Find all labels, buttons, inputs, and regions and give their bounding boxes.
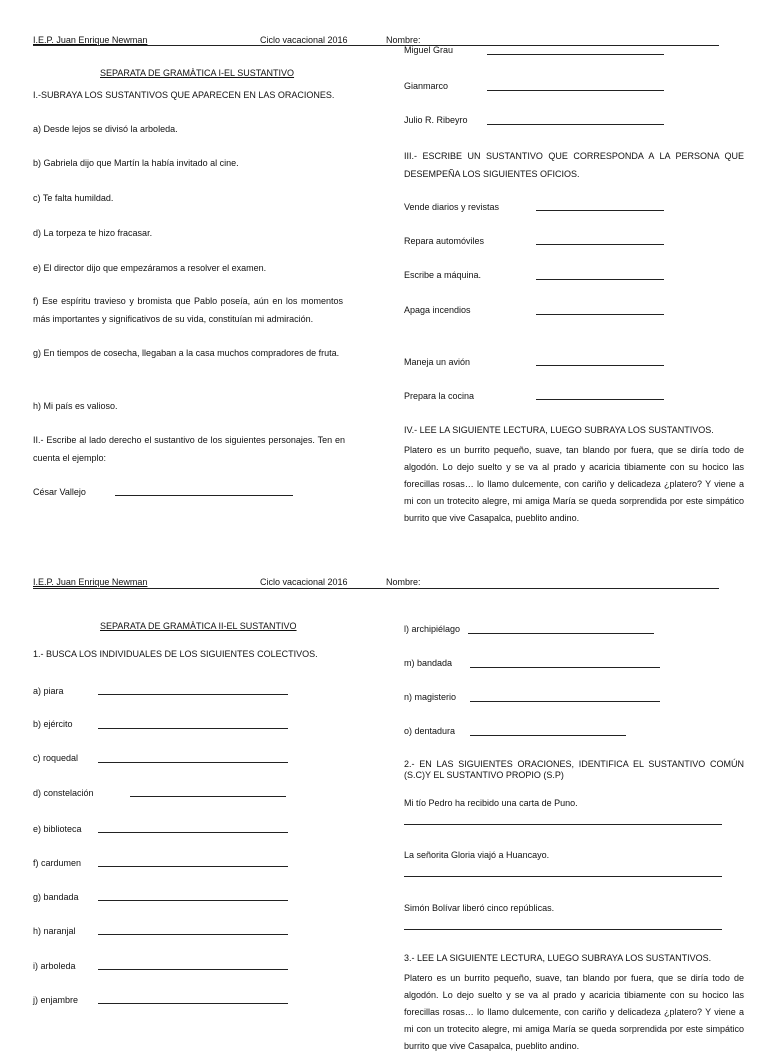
answer-line-naranjal[interactable] <box>98 934 288 935</box>
school-name: I.E.P. Juan Enrique Newman <box>33 35 148 45</box>
job-avion: Maneja un avión <box>404 357 471 367</box>
job-automoviles: Repara automóviles <box>404 236 485 246</box>
worksheet-title: SEPARATA DE GRAMÀTICA II-EL SUSTANTIVO <box>100 621 297 631</box>
collective-ejercito: b) ejército <box>33 719 73 729</box>
cycle-label: Ciclo vacacional 2016 <box>260 577 348 587</box>
answer-line-diarios[interactable] <box>536 210 664 211</box>
collective-enjambre: j) enjambre <box>33 995 79 1005</box>
answer-line-bandada[interactable] <box>98 900 288 901</box>
name-label: Nombre: <box>386 577 421 587</box>
answer-line-dentadura[interactable] <box>470 735 626 736</box>
section-3-heading: III.- ESCRIBE UN SUSTANTIVO QUE CORRESPONDA A LA PERSONA QUE DESEMPEÑA LOS SIGUIENTES OFICIOS. <box>404 151 744 179</box>
section-1-heading: I.-SUBRAYA LOS SUSTANTIVOS QUE APARECEN EN LAS ORACIONES. <box>33 90 335 100</box>
answer-line-incendios[interactable] <box>536 314 664 315</box>
section-1-heading: 1.- BUSCA LOS INDIVIDUALES DE LOS SIGUIENTES COLECTIVOS. <box>33 649 318 659</box>
job-cocina: Prepara la cocina <box>404 391 475 401</box>
answer-line-maquina[interactable] <box>536 279 664 280</box>
sentence-gloria: La señorita Gloria viajó a Huancayo. <box>404 850 550 860</box>
school-name: I.E.P. Juan Enrique Newman <box>33 577 148 587</box>
collective-arboleda: i) arboleda <box>33 961 76 971</box>
collective-piara: a) piara <box>33 686 64 696</box>
sentence-c: c) Te falta humildad. <box>33 193 114 203</box>
answer-line-constelacion[interactable] <box>130 796 286 797</box>
sentence-b: b) Gabriela dijo que Martín la había invitado al cine. <box>33 158 239 168</box>
cycle-label: Ciclo vacacional 2016 <box>260 35 348 45</box>
answer-line-automoviles[interactable] <box>536 244 664 245</box>
answer-line-cocina[interactable] <box>536 399 664 400</box>
reading-passage: Platero es un burrito pequeño, suave, tan blando por fuera, que se diría todo de algodón. Lo dejo suelto y se va al prado y acaricia tibiamente con su hocico las forecillas rosas… lo llamo dulcemente, con cariño y delicadeza ¿platero? Y viene a mi con un trotecito alegre, mi amiga María se queda sorprendida por este simpático burrito que vive Casapalca, pueblito andino. <box>404 445 744 523</box>
job-maquina: Escribe a máquina. <box>404 270 482 280</box>
answer-line-arboleda[interactable] <box>98 969 288 970</box>
sentence-g: g) En tiempos de cosecha, llegaban a la casa muchos compradores de fruta. <box>33 348 340 358</box>
character-miguel-grau: Miguel Grau <box>404 45 454 55</box>
section-2-heading: 2.- EN LAS SIGUIENTES ORACIONES, IDENTIFICA EL SUSTANTIVO COMÚN (S.C)Y EL SUSTANTIVO PROPIO (S.P) <box>404 759 744 780</box>
collective-dentadura: o) dentadura <box>404 726 456 736</box>
answer-line-magisterio[interactable] <box>470 701 660 702</box>
answer-line-cardumen[interactable] <box>98 866 288 867</box>
collective-magisterio: n) magisterio <box>404 692 457 702</box>
section-3-heading: 3.- LEE LA SIGUIENTE LECTURA, LUEGO SUBRAYA LOS SUSTANTIVOS. <box>404 953 712 963</box>
section-2-heading: II.- Escribe al lado derecho el sustantivo de los siguientes personajes. Ten en cuenta el ejemplo: <box>33 435 345 463</box>
sentence-d: d) La torpeza te hizo fracasar. <box>33 228 153 238</box>
collective-naranjal: h) naranjal <box>33 926 76 936</box>
answer-line-piara[interactable] <box>98 694 288 695</box>
name-label: Nombre: <box>386 35 421 45</box>
collective-biblioteca: e) biblioteca <box>33 824 82 834</box>
sentence-pedro: Mi tío Pedro ha recibido una carta de Puno. <box>404 798 578 808</box>
sentence-e: e) El director dijo que empezáramos a resolver el examen. <box>33 263 267 273</box>
answer-line-avion[interactable] <box>536 365 664 366</box>
collective-archipielago: l) archipiélago <box>404 624 461 634</box>
answer-line-cesar-vallejo[interactable] <box>115 495 293 496</box>
character-gianmarco: Gianmarco <box>404 81 449 91</box>
collective-cardumen: f) cardumen <box>33 858 82 868</box>
job-diarios: Vende diarios y revistas <box>404 202 500 212</box>
header-rule <box>33 588 719 589</box>
job-incendios: Apaga incendios <box>404 305 471 315</box>
sentence-bolivar: Simón Bolívar liberó cinco repúblicas. <box>404 903 555 913</box>
worksheet-title: SEPARATA DE GRAMÀTICA I-EL SUSTANTIVO <box>100 68 295 78</box>
answer-line-bolivar[interactable] <box>404 929 722 930</box>
reading-passage: Platero es un burrito pequeño, suave, tan blando por fuera, que se diría todo de algodón. Lo dejo suelto y se va al prado y acaricia tibiamente con su hocico las forecillas rosas… lo llamo dulcemente, con cariño y delicadeza ¿platero? Y viene a mi con un trotecito alegre, mi amiga María se queda sorprendida por este simpático burrito que vive Casapalca, pueblito andino. <box>404 973 744 1051</box>
header-rule <box>33 45 719 46</box>
answer-line-roquedal[interactable] <box>98 762 288 763</box>
answer-line-ejercito[interactable] <box>98 728 288 729</box>
section-4-heading: IV.- LEE LA SIGUIENTE LECTURA, LUEGO SUBRAYA LOS SUSTANTIVOS. <box>404 425 714 435</box>
answer-line-biblioteca[interactable] <box>98 832 288 833</box>
character-cesar-vallejo: César Vallejo <box>33 487 86 497</box>
collective-bandada-2: m) bandada <box>404 658 453 668</box>
answer-line-bandada-2[interactable] <box>470 667 660 668</box>
collective-bandada: g) bandada <box>33 892 79 902</box>
answer-line-julio-ribeyro[interactable] <box>487 124 664 125</box>
answer-line-miguel-grau[interactable] <box>487 54 664 55</box>
sentence-a: a) Desde lejos se divisó la arboleda. <box>33 124 178 134</box>
sentence-h: h) Mi país es valioso. <box>33 401 118 411</box>
sentence-f: f) Ese espíritu travieso y bromista que Pablo poseía, aún en los momentos más importantes y significativos de su vida, constituían mi admiración. <box>33 296 343 324</box>
answer-line-archipielago[interactable] <box>468 633 654 634</box>
answer-line-gianmarco[interactable] <box>487 90 664 91</box>
collective-constelacion: d) constelación <box>33 788 94 798</box>
answer-line-gloria[interactable] <box>404 876 722 877</box>
collective-roquedal: c) roquedal <box>33 753 79 763</box>
character-julio-ribeyro: Julio R. Ribeyro <box>404 115 468 125</box>
answer-line-enjambre[interactable] <box>98 1003 288 1004</box>
answer-line-pedro[interactable] <box>404 824 722 825</box>
